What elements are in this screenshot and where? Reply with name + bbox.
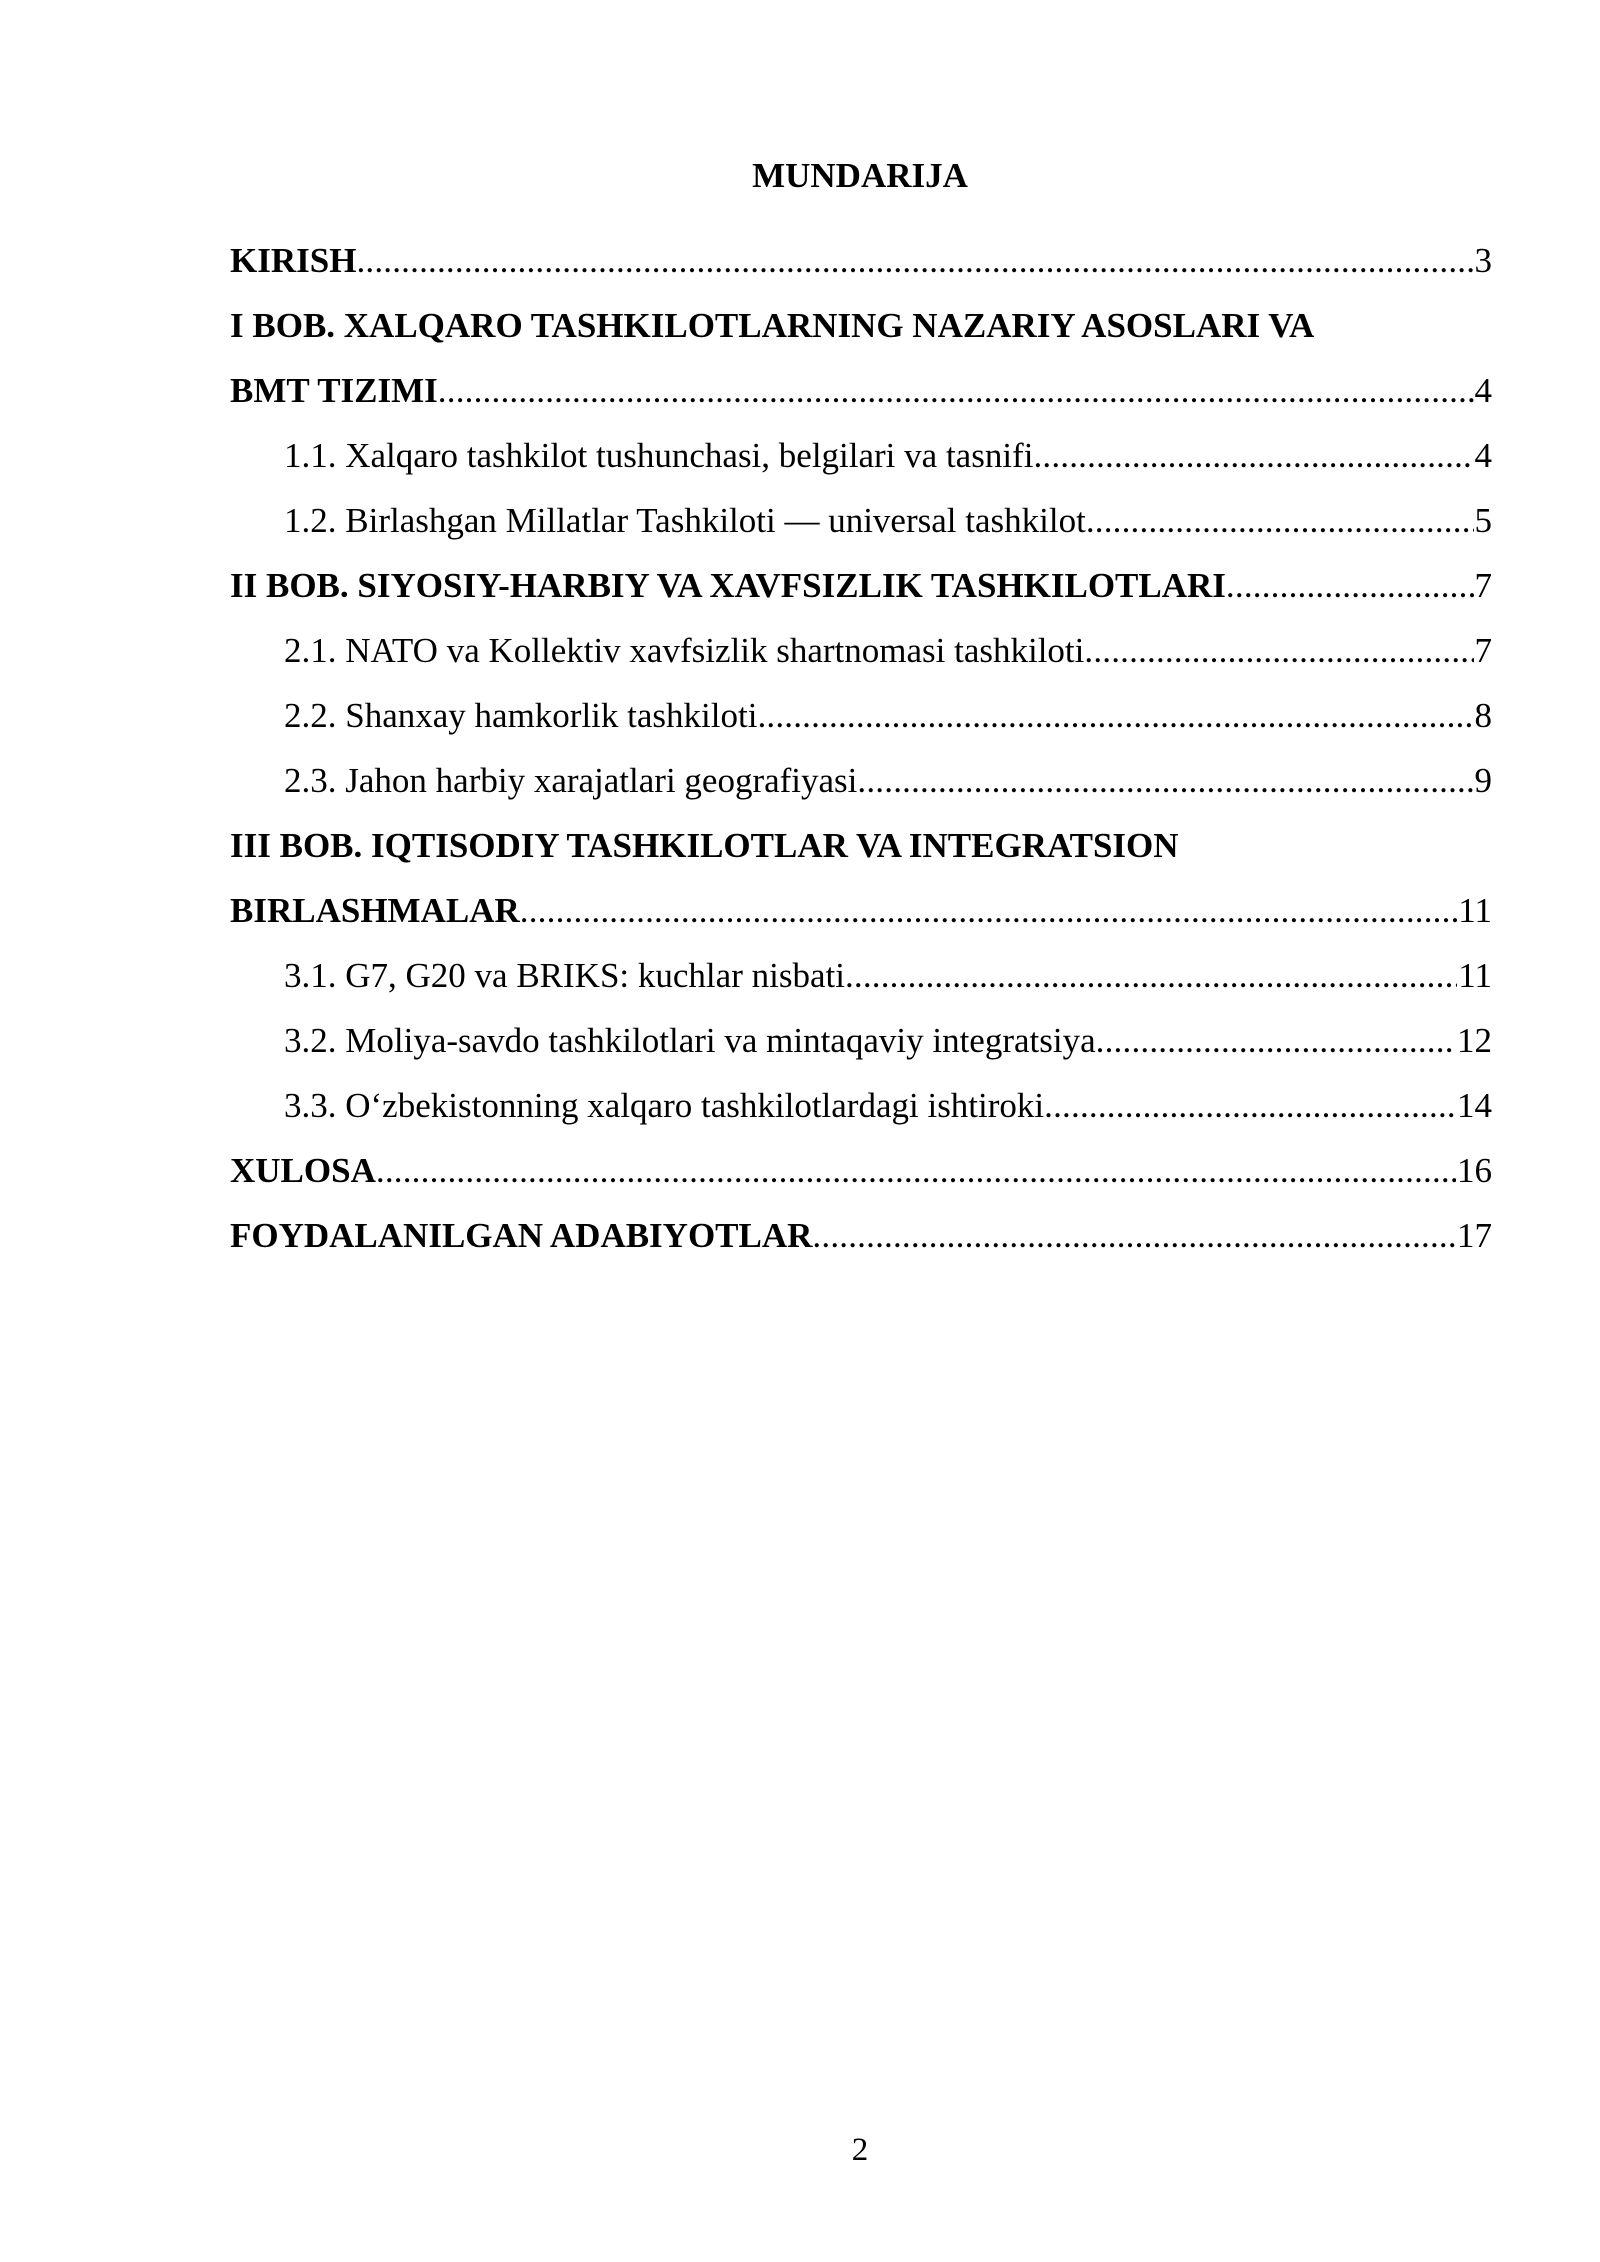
toc-entry-text: 1.1. Xalqaro tashkilot tushunchasi, belgilari va tasnifi — [284, 436, 1034, 475]
toc-entry-text: 3.1. G7, G20 va BRIKS: kuchlar nisbati — [284, 956, 845, 995]
toc-entry-section-1-2 — [230, 488, 1492, 553]
toc-dot-leader — [857, 748, 1473, 813]
toc-dot-leader — [438, 358, 1474, 423]
toc-dot-leader — [812, 1203, 1456, 1268]
toc-dot-leader — [520, 878, 1458, 943]
toc-dot-leader — [1084, 618, 1473, 683]
toc-page-number: 12 — [1457, 1021, 1492, 1060]
table-of-contents — [230, 228, 1492, 1268]
toc-page-number: 4 — [1474, 371, 1492, 410]
toc-page-number: 11 — [1458, 956, 1492, 995]
toc-entry-section-2-2 — [230, 683, 1492, 748]
toc-dot-leader — [1033, 423, 1473, 488]
toc-entry-text: 3.3. O‘zbekistonning xalqaro tashkilotlardagi ishtiroki — [284, 1086, 1045, 1125]
toc-page-number: 14 — [1457, 1086, 1492, 1125]
toc-entry-bob1 — [230, 358, 1492, 423]
toc-entry-text: II BOB. SIYOSIY-HARBIY VA XAVFSIZLIK TASHKILOTLARI — [230, 566, 1226, 605]
toc-entry-section-3-2 — [230, 1008, 1492, 1073]
toc-entry-text: 2.3. Jahon harbiy xarajatlari geografiyasi — [284, 761, 858, 800]
toc-entry-text: 1.2. Birlashgan Millatlar Tashkiloti — universal tashkilot — [284, 501, 1086, 540]
toc-page-number: 16 — [1457, 1151, 1492, 1190]
toc-page-number: 17 — [1457, 1216, 1492, 1255]
toc-page-number: 4 — [1474, 436, 1492, 475]
toc-dot-leader — [376, 1138, 1456, 1203]
toc-dot-leader — [1044, 1073, 1456, 1138]
toc-page-number: 9 — [1474, 761, 1492, 800]
toc-entry-bob3-line1: III BOB. IQTISODIY TASHKILOTLAR VA INTEGRATSION — [230, 826, 1179, 865]
toc-page-number: 7 — [1474, 566, 1492, 605]
toc-entry-section-3-3 — [230, 1073, 1492, 1138]
toc-dot-leader — [845, 943, 1457, 1008]
toc-entry-bob2 — [230, 553, 1492, 618]
toc-entry-text: 2.1. NATO va Kollektiv xavfsizlik shartnomasi tashkiloti — [284, 631, 1085, 670]
page-title: MUNDARIJA — [752, 156, 968, 195]
toc-entry-section-2-3 — [230, 748, 1492, 813]
toc-entry-section-3-1 — [230, 943, 1492, 1008]
toc-page-number: 8 — [1474, 696, 1492, 735]
toc-entry-section-1-1 — [230, 423, 1492, 488]
page-number: 2 — [851, 2132, 869, 2168]
toc-entry-adabiyotlar — [230, 1203, 1492, 1268]
toc-dot-leader — [1096, 1008, 1456, 1073]
toc-page-number: 3 — [1474, 241, 1492, 280]
toc-dot-leader — [757, 683, 1473, 748]
toc-entry-kirish — [230, 228, 1492, 293]
toc-dot-leader — [1086, 488, 1474, 553]
toc-entry-bob3 — [230, 878, 1492, 943]
toc-entry-bob1-line1: I BOB. XALQARO TASHKILOTLARNING NAZARIY ASOSLARI VA — [230, 306, 1315, 345]
toc-entry-text: XULOSA — [230, 1151, 376, 1190]
toc-entry-text: 2.2. Shanxay hamkorlik tashkiloti — [284, 696, 758, 735]
toc-page-number: 5 — [1474, 501, 1492, 540]
toc-page-number: 11 — [1458, 891, 1492, 930]
toc-entry-text: BIRLASHMALAR — [230, 891, 520, 930]
toc-entry-text: 3.2. Moliya-savdo tashkilotlari va mintaqaviy integratsiya — [284, 1021, 1096, 1060]
toc-entry-xulosa — [230, 1138, 1492, 1203]
toc-entry-section-2-1 — [230, 618, 1492, 683]
toc-entry-text: BMT TIZIMI — [230, 371, 438, 410]
toc-dot-leader — [1226, 553, 1474, 618]
toc-dot-leader — [356, 228, 1473, 293]
toc-page-number: 7 — [1474, 631, 1492, 670]
toc-entry-text: FOYDALANILGAN ADABIYOTLAR — [230, 1216, 813, 1255]
toc-entry-text: KIRISH — [230, 241, 357, 280]
